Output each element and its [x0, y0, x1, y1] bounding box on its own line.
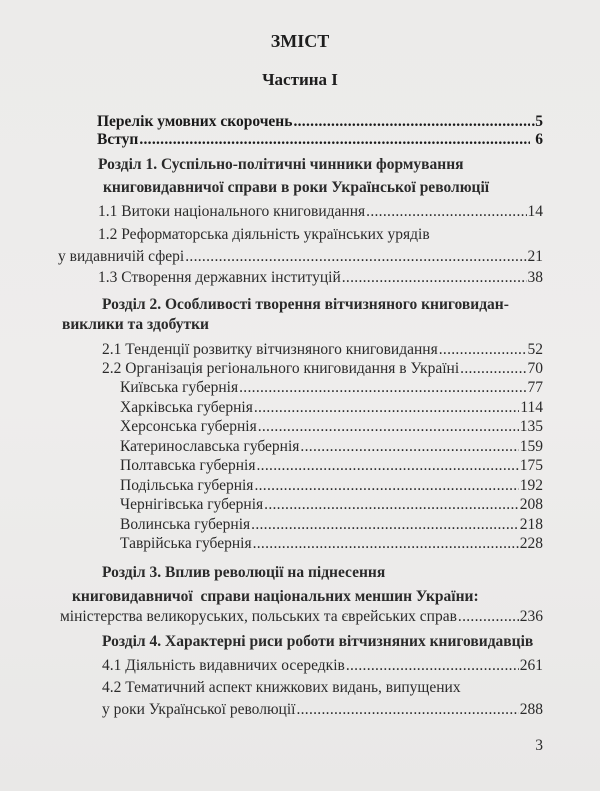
- dot-leader: [139, 131, 530, 149]
- entry-text: 1.3 Створення державних інституцій: [98, 269, 341, 286]
- page-number: 3: [535, 737, 543, 754]
- entry-text: Київська губернія: [120, 379, 239, 396]
- entry-text: Перелік умовних скорочень: [97, 113, 293, 130]
- toc-entry-region[interactable]: [120, 379, 543, 397]
- dot-leader: [253, 535, 519, 553]
- toc-entry-2-1[interactable]: [102, 341, 543, 359]
- chapter1-heading-line1: Розділ 1. Суспільно-політичні чинники формування: [98, 156, 464, 173]
- dot-leader: [251, 516, 519, 534]
- entry-text: міністерства великоруських, польських та єврейських справ: [60, 608, 457, 625]
- entry-text: у роки Української революції: [102, 701, 296, 718]
- entry-page: 70: [527, 360, 543, 377]
- entry-text: Таврійська губернія: [120, 535, 252, 552]
- toc-entry-4-2-line1[interactable]: 4.2 Тематичний аспект книжкових видань, випущених: [102, 679, 461, 696]
- dot-leader: [264, 496, 519, 514]
- chapter4-heading: Розділ 4. Характерні риси роботи вітчизняних книговидавців: [102, 633, 534, 650]
- chapter2-heading-line2: виклики та здобутки: [62, 316, 209, 333]
- entry-page: 236: [519, 608, 543, 625]
- entry-page: 175: [519, 457, 543, 474]
- entry-page: 135: [519, 418, 543, 435]
- entry-page: 21: [527, 248, 543, 265]
- chapter1-heading-line2: книговидавничої справи в роки Української революції: [103, 179, 490, 196]
- toc-entry-abbreviations[interactable]: [97, 113, 543, 131]
- entry-page: 14: [527, 203, 543, 220]
- toc-entry-region[interactable]: [120, 535, 543, 553]
- dot-leader: [258, 418, 519, 436]
- entry-text: 4.1 Діяльність видавничих осередків: [102, 657, 345, 674]
- entry-page: 52: [527, 341, 543, 358]
- entry-text: Харківська губернія: [120, 398, 253, 416]
- toc-entry-chapter3[interactable]: [60, 608, 543, 626]
- toc-entry-region[interactable]: [120, 438, 543, 456]
- entry-page: 38: [527, 269, 543, 286]
- dot-leader: [185, 248, 526, 266]
- entry-text: Подільська губернія: [120, 476, 254, 494]
- dot-leader: [296, 701, 518, 719]
- toc-entry-region[interactable]: [120, 418, 543, 436]
- entry-text: 1.1 Витоки національного книговидання: [98, 203, 366, 220]
- dot-leader: [439, 341, 527, 359]
- dot-leader: [346, 657, 519, 675]
- toc-entry-1-2-line1[interactable]: 1.2 Реформаторська діяльність українських урядів: [98, 226, 430, 243]
- toc-entry-1-2[interactable]: [58, 248, 543, 266]
- toc-entry-region[interactable]: [120, 399, 543, 417]
- entry-page: 159: [519, 437, 543, 455]
- dot-leader: [460, 360, 526, 378]
- entry-page: 288: [519, 701, 543, 718]
- dot-leader: [254, 399, 519, 417]
- entry-text: 2.2 Організація регіонального книговидання в Україні: [102, 360, 460, 377]
- entry-text: Вступ: [97, 131, 139, 148]
- entry-text: Херсонська губернія: [120, 418, 257, 435]
- entry-text: Чернігівська губернія: [120, 496, 264, 513]
- chapter3-heading-line2: книговидавничої справи національних меншин України:: [72, 588, 479, 605]
- entry-page: 77: [527, 379, 543, 396]
- part-title: Частина I: [262, 70, 338, 89]
- entry-text: Волинська губернія: [120, 515, 251, 533]
- toc-entry-region[interactable]: [120, 516, 543, 534]
- toc-entry-1-3[interactable]: [98, 269, 543, 287]
- dot-leader: [293, 113, 530, 131]
- dot-leader: [300, 438, 518, 456]
- entry-page: 218: [519, 515, 543, 533]
- entry-page: 192: [519, 476, 543, 494]
- toc-entry-1-1[interactable]: [98, 203, 543, 221]
- entry-page: 261: [519, 657, 543, 674]
- dot-leader: [239, 379, 526, 397]
- toc-entry-region[interactable]: [120, 496, 543, 514]
- entry-text: 2.1 Тенденції розвитку вітчизняного книговидання: [102, 341, 438, 358]
- chapter2-heading-line1: Розділ 2. Особливості творення вітчизняного книговидан-: [102, 296, 509, 313]
- entry-text: Катеринославська губернія: [120, 437, 300, 455]
- dot-leader: [254, 477, 518, 495]
- entry-page: 6: [531, 131, 543, 148]
- entry-text: у видавничій сфері: [58, 248, 185, 265]
- toc-entry-region[interactable]: [120, 457, 543, 475]
- entry-page: .5: [531, 113, 543, 130]
- entry-page: 228: [519, 535, 543, 552]
- entry-page: 208: [519, 496, 543, 513]
- dot-leader: [342, 269, 527, 287]
- entry-text: Полтавська губернія: [120, 457, 256, 474]
- toc-entry-4-1[interactable]: [102, 657, 543, 675]
- chapter3-heading-line1: Розділ 3. Вплив революції на піднесення: [102, 564, 386, 581]
- toc-entry-region[interactable]: [120, 477, 543, 495]
- dot-leader: [257, 457, 519, 475]
- toc-entry-intro[interactable]: [97, 131, 543, 149]
- dot-leader: [458, 608, 519, 626]
- toc-title: ЗМІСТ: [270, 31, 330, 51]
- dot-leader: [366, 203, 526, 221]
- entry-page: 114: [520, 398, 543, 416]
- toc-entry-2-2[interactable]: [102, 360, 543, 378]
- toc-entry-4-2[interactable]: [102, 701, 543, 719]
